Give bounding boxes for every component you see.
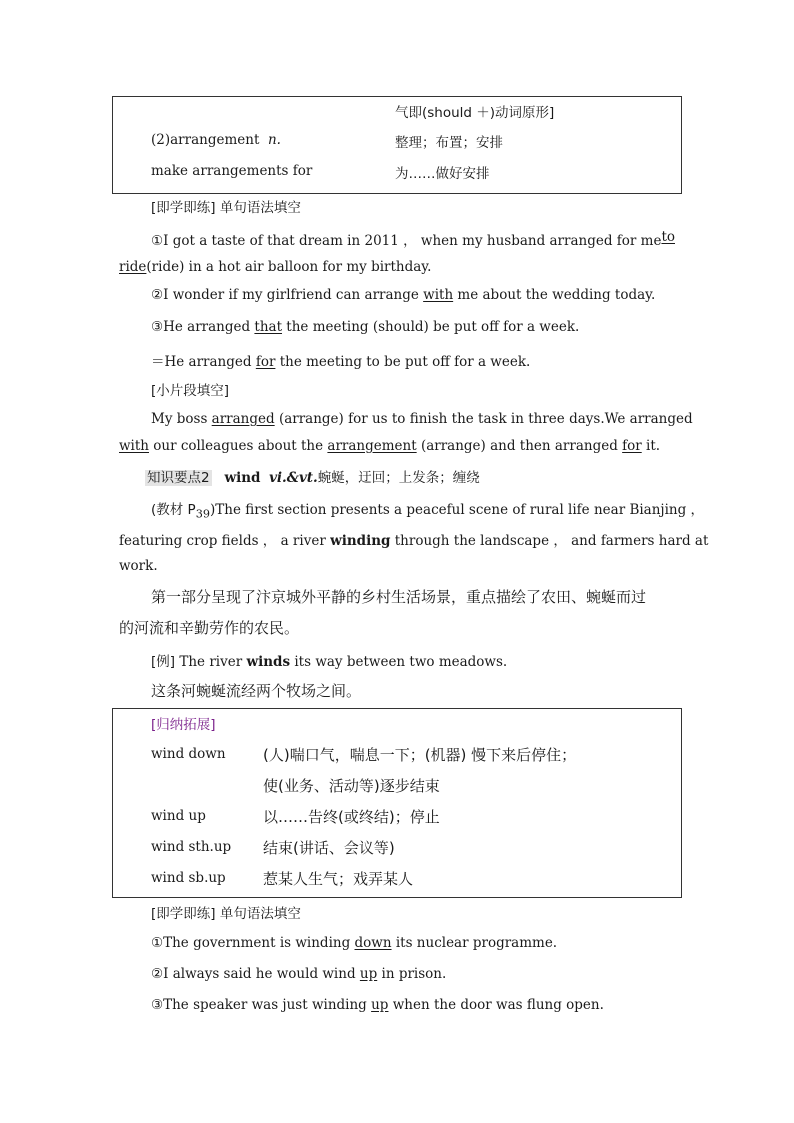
sentence-text: ＝He arranged (151, 354, 256, 370)
exercise-sentence-3 (151, 319, 579, 335)
answer-blank: ride (119, 259, 147, 275)
exercise-sentence-6 (151, 966, 446, 982)
fragment-line-1 (151, 411, 693, 427)
sentence-text: The river (175, 654, 247, 670)
exercise-sentence-4 (151, 350, 530, 370)
sentence-text: ②I always said he would wind (151, 966, 360, 982)
fragment-line-2 (119, 438, 660, 454)
sentence-text: its way between two meadows. (290, 654, 508, 670)
box1-row0-right: 气即(should ＋)动词原形] (395, 105, 555, 121)
phrase-wind-up-meaning: 以……告终(或终结)；停止 (263, 808, 440, 826)
sentence-text: in prison. (377, 966, 447, 982)
translation-line-1: 第一部分呈现了汴京城外平静的乡村生活场景，重点描绘了农田、蜿蜒而过 (151, 588, 647, 606)
sentence-text: me about the wedding today. (453, 287, 656, 303)
sentence-text: (arrange) for us to finish the task in three days.We arranged (274, 411, 693, 427)
answer-blank: to (661, 229, 675, 245)
part-of-speech: vi.&vt. (269, 470, 318, 486)
example-translation: 这条河蜿蜒流经两个牧场之间。 (151, 682, 362, 700)
exercise-sentence-1-cont (119, 259, 431, 275)
textbook-source-line-2 (119, 529, 708, 549)
phrase-wind-sb-up: wind sb.up (151, 870, 226, 886)
answer-blank: that (254, 319, 283, 335)
answer-blank: down (354, 935, 392, 951)
exercise-sentence-2 (151, 287, 655, 303)
phrase-wind-up: wind up (151, 808, 206, 824)
box1-row1-right: 整理；布置；安排 (395, 135, 503, 151)
sentence-text: our colleagues about the (149, 438, 328, 454)
textbook-source-line-1 (151, 498, 704, 521)
answer-blank: up (371, 997, 389, 1013)
sentence-text: its nuclear programme. (391, 935, 558, 951)
box1-row2-right: 为……做好安排 (395, 166, 490, 182)
sentence-text: it. (641, 438, 661, 454)
textbook-source-line-3: work. (119, 558, 158, 574)
practice-header-2: [即学即练] 单句语法填空 (151, 906, 301, 922)
answer-blank: with (119, 438, 149, 454)
answer-blank: arrangement (327, 438, 417, 454)
answer-blank: with (423, 287, 454, 303)
phrase-wind-sb-up-meaning: 惹某人生气；戏弄某人 (263, 870, 414, 888)
phrase-wind-down-meaning-2: 使(业务、活动等)逐步结束 (263, 777, 440, 795)
sentence-text: through the landscape ， and farmers hard at (390, 533, 709, 549)
knowledge-point-tag: 知识要点2 (147, 470, 210, 486)
translation-line-2: 的河流和辛勤劳作的农民。 (119, 619, 300, 637)
sentence-text: featuring crop fields ， a river (119, 533, 331, 549)
phrase-wind-sth-up: wind sth.up (151, 839, 232, 855)
extension-title: [归纳拓展] (151, 717, 216, 733)
bold-word: winds (246, 654, 291, 670)
sentence-text: the meeting (should) be put off for a week. (282, 319, 580, 335)
keyword: wind (224, 470, 261, 486)
keyword-meaning: 蜿蜒，迂回；上发条；缠绕 (317, 470, 480, 486)
example-sentence (151, 650, 507, 670)
phrase-wind-sth-up-meaning: 结束(讲话、会议等) (263, 839, 395, 857)
sentence-text: ①I got a taste of that dream in 2011 ， when my husband arranged for me (151, 233, 662, 249)
answer-blank: arranged (211, 411, 275, 427)
page-subscript: 39 (195, 507, 211, 521)
sentence-text: )The first section presents a peaceful scene of rural life near Bianjing ， (210, 502, 705, 518)
sentence-text: the meeting to be put off for a week. (275, 354, 531, 370)
answer-blank: up (359, 966, 378, 982)
exercise-sentence-5 (151, 935, 557, 951)
sentence-text: My boss (151, 411, 212, 427)
sentence-text: ③He arranged (151, 319, 255, 335)
box1-row2-left: make arrangements for (151, 163, 313, 179)
phrase-wind-down-meaning-1: (人)喘口气，喘息一下；(机器) 慢下来后停住； (263, 746, 577, 764)
sentence-text: ③The speaker was just winding (151, 997, 372, 1013)
exercise-sentence-7 (151, 997, 604, 1013)
exercise-sentence-1 (151, 229, 675, 249)
sentence-text: ①The government is winding (151, 935, 355, 951)
fragment-header: [小片段填空] (151, 383, 230, 399)
bold-word: winding (330, 533, 391, 549)
box1-row1-left: (2)arrangement n. (151, 132, 281, 148)
practice-header: [即学即练] 单句语法填空 (151, 200, 301, 216)
answer-blank: for (255, 354, 276, 370)
knowledge-point-heading (145, 466, 480, 486)
sentence-text: when the door was flung open. (388, 997, 604, 1013)
answer-blank: for (622, 438, 642, 454)
source-prefix: (教材 P (151, 502, 196, 518)
example-tag: [例] (151, 654, 176, 670)
sentence-text: (arrange) and then arranged (416, 438, 623, 454)
sentence-text: ②I wonder if my girlfriend can arrange (151, 287, 424, 303)
sentence-text: (ride) in a hot air balloon for my birthday. (146, 259, 432, 275)
phrase-wind-down: wind down (151, 746, 226, 762)
